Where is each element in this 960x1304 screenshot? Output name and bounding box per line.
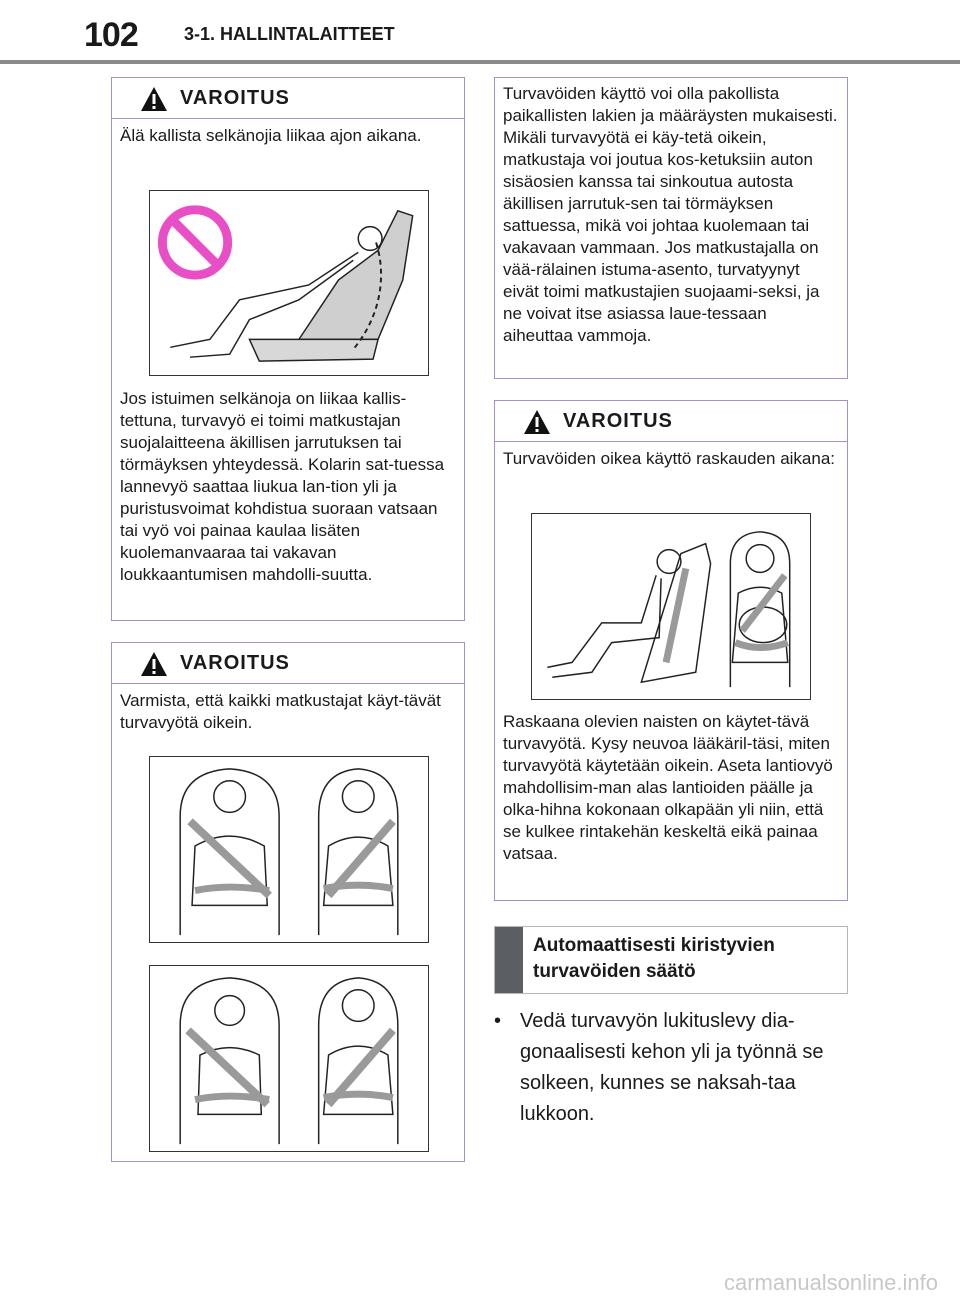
section-heading: Automaattisesti kiristyvien turvavöiden säätö xyxy=(533,935,775,982)
continued-text-box xyxy=(494,77,848,379)
bullet-text: Vedä turvavyön lukituslevy dia-gonaalisesti kehon yli ja työnnä se solkeen, kunnes se naksah-taa lukkoon. xyxy=(520,1010,824,1125)
section-heading-box xyxy=(494,926,848,994)
warning-triangle-icon xyxy=(523,409,551,435)
reclined-seat-illustration xyxy=(149,190,429,376)
warning-header xyxy=(495,401,847,442)
seatbelt-adults-illustration xyxy=(149,756,429,943)
continued-text: Turvavöiden käyttö voi olla pakollista paikallisten lakien ja määräysten mukaisesti. Mikäli turvavyötä ei käy-tetä oikein, matkustaja voi joutua kos-ketuksiin auton sisäosien kanssa tai sinkoutua autosta äkillisen jarrutuk-sen tai törmäyksen sattuessa, mikä voi johtaa kuolemaan tai vakavaan vammaan. Jos matkustajalla on vää-rälainen istuma-asento, turvatyynyt eivät toimi matkustajien suojaami-seksi, ja ne voivat itse asiassa laue-tessaan aiheuttaa vammoja. xyxy=(503,84,838,345)
warning-box-pregnancy xyxy=(494,400,848,901)
seatbelt-child-woman-illustration xyxy=(149,965,429,1152)
header-rule xyxy=(0,60,960,64)
warning-box-recline xyxy=(111,77,465,621)
section-title: 3-1. HALLINTALAITTEET xyxy=(184,24,395,44)
warning-box-correct-use xyxy=(111,642,465,1162)
warning-header xyxy=(112,643,464,684)
warning-header xyxy=(112,78,464,119)
warning-label: VAROITUS xyxy=(180,87,290,109)
warning-intro: Turvavöiden oikea käyttö raskauden aikana: xyxy=(503,449,836,468)
bullet-item xyxy=(494,1006,844,1130)
pregnancy-seatbelt-illustration xyxy=(531,513,811,700)
page-number: 102 xyxy=(84,16,138,54)
heading-bar xyxy=(495,927,523,993)
warning-body: Raskaana olevien naisten on käytet-tävä turvavyötä. Kysy neuvoa lääkäril-täsi, miten turvavyötä käytetään oikein. Aseta lantiovyö mahdollisim-man alas lantioiden päälle ja olka-hihna kokonaan olkapään yli niin, että se kulkee rintakehän keskeltä eikä painaa vatsaa. xyxy=(503,712,833,863)
warning-triangle-icon xyxy=(140,651,168,677)
warning-body: Jos istuimen selkänoja on liikaa kallis-tettuna, turvavyö ei toimi matkustajan suojalaitteena äkillisen jarrutuksen tai törmäyksen yhteydessä. Kolarin sat-tuessa lannevyö saattaa liukua lan-tion yli ja puristusvoimat kohdistua suoraan vatsaan tai vyö voi painaa kaulaa lisäten kuolemanvaaraa tai vakavan loukkaantumisen mahdolli-suutta. xyxy=(120,389,445,584)
bullet-marker: • xyxy=(494,1010,502,1032)
watermark: carmanualsonline.info xyxy=(723,1270,938,1295)
warning-intro: Varmista, että kaikki matkustajat käyt-tävät turvavyötä oikein. xyxy=(120,691,441,732)
warning-intro: Älä kallista selkänojia liikaa ajon aikana. xyxy=(120,126,422,145)
warning-label: VAROITUS xyxy=(563,410,673,432)
warning-label: VAROITUS xyxy=(180,652,290,674)
warning-triangle-icon xyxy=(140,86,168,112)
